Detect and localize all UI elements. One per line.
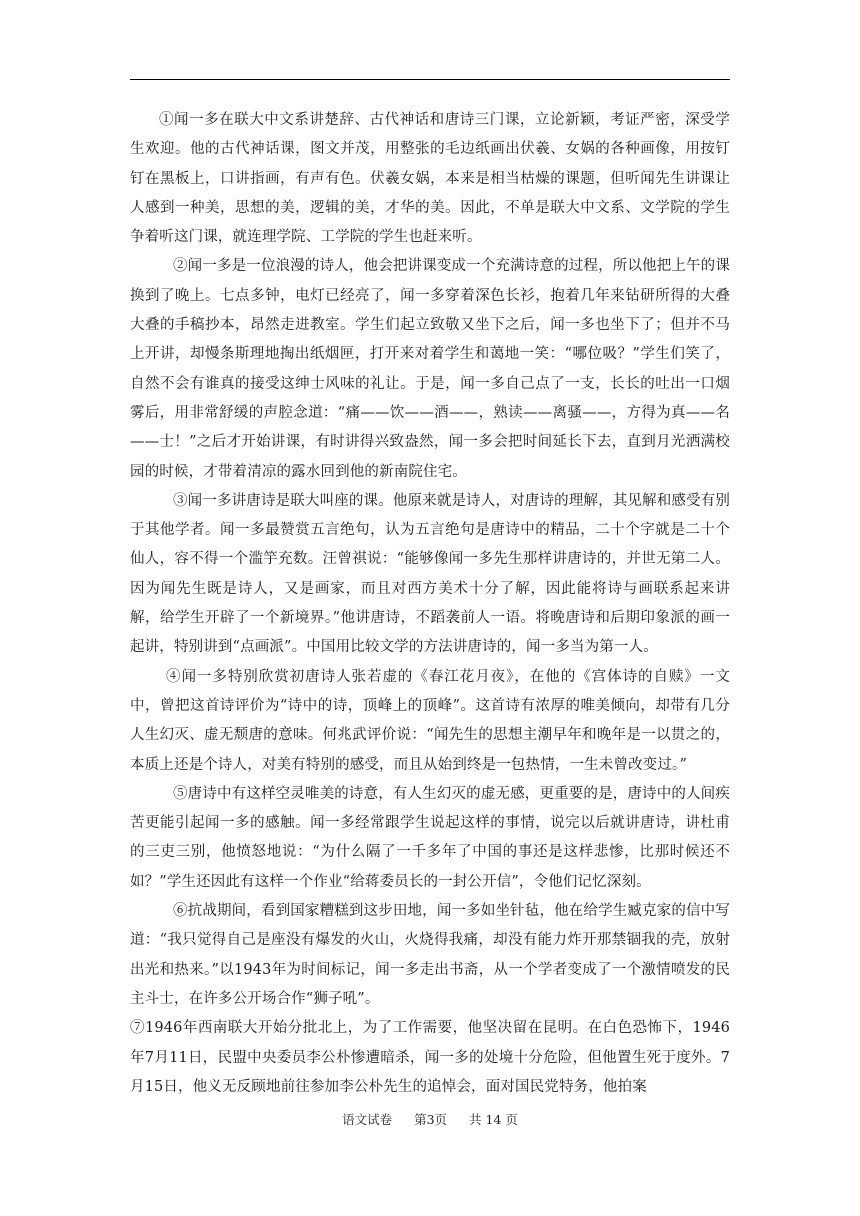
paragraph-4: ④闻一多特别欣赏初唐诗人张若虚的《春江花月夜》，在他的《宫体诗的自赎》一文中，曾把这首诗评价为“诗中的诗，顶峰上的顶峰”。这首诗有浓厚的唯美倾向，却带有几分人生幻灭、虚无颓唐的意味。何兆武评价说：“闻先生的思想主潮早年和晚年是一以贯之的，本质上还是个诗人，对美有特别的感受，而且从始到终是一包热情，一生未曾改变过。” [130, 668, 730, 773]
paragraph-7: ⑦1946年西南联大开始分批北上，为了工作需要，他坚决留在昆明。在白色恐怖下，1946年7月11日，民盟中央委员李公朴惨遭暗杀，闻一多的处境十分危险，但他置生死于度外。7月15日，他义无反顾地前往参加李公朴先生的追悼会，面对国民党特务，他拍案 [130, 1020, 730, 1095]
footer-page-number: 第3页 [414, 1112, 448, 1127]
paragraph-5: ⑤唐诗中有这样空灵唯美的诗意，有人生幻灭的虚无感，更重要的是，唐诗中的人间疾苦更能引起闻一多的感触。闻一多经常跟学生说起这样的事情，说完以后就讲唐诗，讲杜甫的三吏三别，他愤怒地说：“为什么隔了一千多年了中国的事还是这样悲惨，比那时候还不如？”学生还因此有这样一个作业“给蒋委员长的一封公开信”，令他们记忆深刻。 [130, 785, 730, 890]
paragraph-2: ②闻一多是一位浪漫的诗人，他会把讲课变成一个充满诗意的过程，所以他把上午的课换到了晚上。七点多钟，电灯已经亮了，闻一多穿着深色长衫，抱着几年来钻研所得的大叠大叠的手稿抄本，昂然走进教室。学生们起立致敬又坐下之后，闻一多也坐下了；但并不马上开讲，却慢条斯理地掏出纸烟匣，打开来对着学生和蔼地一笑：“哪位吸？”学生们笑了，自然不会有谁真的接受这绅士风味的礼让。于是，闻一多自己点了一支，长长的吐出一口烟雾后，用非常舒缓的声腔念道：“痛——饮——酒——，熟读——离骚——，方得为真——名——士！”之后才开始讲课，有时讲得兴致盎然，闻一多会把时间延长下去，直到月光洒满校园的时候，才带着清凉的露水回到他的新南院住宅。 [130, 258, 730, 480]
paragraph-1: ①闻一多在联大中文系讲楚辞、古代神话和唐诗三门课，立论新颖，考证严密，深受学生欢迎。他的古代神话课，图文并茂，用整张的毛边纸画出伏羲、女娲的各种画像，用按钉钉在黑板上，口讲指画，有声有色。伏羲女娲，本来是相当枯燥的课题，但听闻先生讲课让人感到一种美，思想的美，逻辑的美，才华的美。因此，不单是联大中文系、文学院的学生争着听这门课，就连理学院、工学院的学生也赶来听。 [130, 112, 730, 246]
footer-subject: 语文试卷 [342, 1112, 393, 1127]
article-body [130, 106, 730, 1102]
header-rule [130, 79, 730, 80]
page-footer [0, 1110, 860, 1128]
footer-total-pages: 共 14 页 [469, 1112, 518, 1127]
paragraph-6: ⑥抗战期间，看到国家糟糕到这步田地，闻一多如坐针毡，他在给学生臧克家的信中写道：“我只觉得自己是座没有爆发的火山，火烧得我痛，却没有能力炸开那禁锢我的壳，放射出光和热来。”以1943年为时间标记，闻一多走出书斋，从一个学者变成了一个激情喷发的民主斗士，在许多公开场合作“狮子吼”。 [130, 903, 730, 1007]
paragraph-3: ③闻一多讲唐诗是联大叫座的课。他原来就是诗人，对唐诗的理解，其见解和感受有别于其他学者。闻一多最赞赏五言绝句，认为五言绝句是唐诗中的精品，二十个字就是二十个仙人，容不得一个滥竽充数。汪曾祺说：“能够像闻一多先生那样讲唐诗的，并世无第二人。因为闻先生既是诗人，又是画家，而且对西方美术十分了解，因此能将诗与画联系起来讲解，给学生开辟了一个新境界。”他讲唐诗，不蹈袭前人一语。将晚唐诗和后期印象派的画一起讲，特别讲到“点画派”。中国用比较文学的方法讲唐诗的，闻一多当为第一人。 [130, 492, 730, 656]
